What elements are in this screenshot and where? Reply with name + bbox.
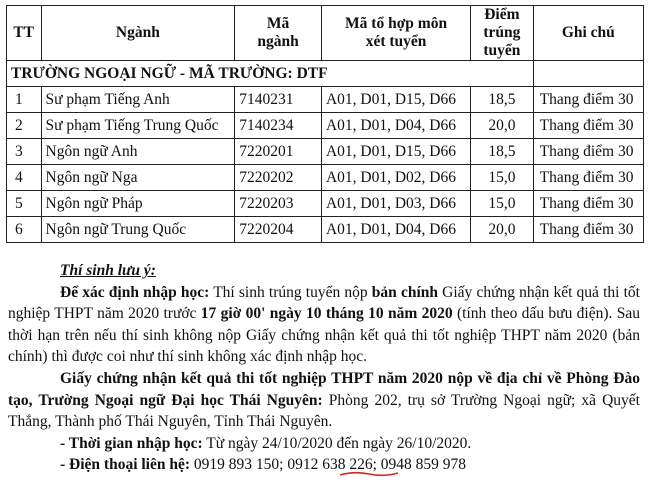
header-combo-line1: Mã tổ hợp môn [345, 15, 448, 32]
row-code: 7220204 [235, 217, 322, 243]
row-tt: 6 [7, 217, 42, 243]
row-major: Ngôn ngữ Pháp [41, 191, 235, 217]
enrollment-text-b: Giấy chứng nhận kết quả thi tốt nghiệp THPT năm 2020 trước [8, 283, 640, 323]
row-note: Thang điểm 30 [533, 217, 643, 243]
header-score-line2: trúng [483, 24, 521, 41]
row-tt: 2 [7, 113, 42, 139]
enrollment-time [8, 433, 640, 455]
row-combo: A01, D01, D02, D66 [321, 165, 470, 191]
row-major: Ngôn ngữ Anh [41, 139, 235, 165]
table-row [7, 113, 644, 139]
notes-title: Thí sinh lưu ý: [60, 262, 156, 279]
candidate-notes [8, 260, 640, 476]
header-code [235, 6, 322, 61]
row-combo: A01, D01, D15, D66 [321, 139, 470, 165]
admission-table [6, 5, 644, 243]
header-major: Ngành [41, 6, 235, 61]
row-score: 15,0 [471, 191, 533, 217]
enrollment-bold-original: bản chính [371, 283, 438, 301]
row-code: 7140234 [235, 113, 322, 139]
header-combo-line2: xét tuyển [365, 33, 427, 50]
phone-label: - Điện thoại liên hệ: [60, 456, 191, 474]
row-code: 7220203 [235, 191, 322, 217]
header-tt: TT [7, 6, 42, 61]
row-score: 18,5 [471, 87, 533, 113]
school-row-empty [533, 61, 643, 87]
address-paragraph [8, 368, 640, 433]
address-rest: Phòng 202, trụ sở Trường Ngoại ngữ; xã Quyết Thắng, Thành phố Thái Nguyên, Tỉnh Thái Nguyên. [8, 391, 640, 431]
school-row [7, 61, 644, 87]
enrollment-label: Để xác định nhập học: [60, 283, 210, 301]
row-note: Thang điểm 30 [533, 191, 643, 217]
row-score: 20,0 [471, 217, 533, 243]
row-combo: A01, D01, D04, D66 [321, 217, 470, 243]
address-bold: Giấy chứng nhận kết quả thi tốt nghiệp THPT năm 2020 nộp về địa chỉ về Phòng Đào tạo, Trường Ngoại ngữ Đại học Thái Nguyên: [8, 369, 640, 409]
row-note: Thang điểm 30 [533, 87, 643, 113]
row-code: 7220202 [235, 165, 322, 191]
row-combo: A01, D01, D15, D66 [321, 87, 470, 113]
row-score: 15,0 [471, 165, 533, 191]
row-major: Sư phạm Tiếng Anh [41, 87, 235, 113]
table-row [7, 139, 644, 165]
red-underline-mark [339, 471, 399, 477]
row-code: 7220201 [235, 139, 322, 165]
enrollment-deadline: 17 giờ 00' ngày 10 tháng 10 năm 2020 [200, 305, 453, 323]
row-combo: A01, D01, D04, D66 [321, 113, 470, 139]
row-score: 20,0 [471, 113, 533, 139]
header-note: Ghi chú [533, 6, 643, 61]
header-score-line1: Điểm [484, 6, 520, 23]
row-note: Thang điểm 30 [533, 113, 643, 139]
phone-value: 0919 893 150; 0912 638 226; 0948 859 978 [190, 456, 467, 474]
row-major: Ngôn ngữ Trung Quốc [41, 217, 235, 243]
school-name: TRƯỜNG NGOẠI NGỮ - MÃ TRƯỜNG: DTF [7, 61, 534, 87]
header-code-line2: ngành [257, 33, 299, 50]
table-row [7, 217, 644, 243]
header-score-line3: tuyển [483, 42, 521, 59]
row-tt: 1 [7, 87, 42, 113]
time-label: - Thời gian nhập học: [60, 434, 203, 452]
header-score [471, 6, 533, 61]
row-combo: A01, D01, D03, D66 [321, 191, 470, 217]
row-note: Thang điểm 30 [533, 139, 643, 165]
row-code: 7140231 [235, 87, 322, 113]
enrollment-text-c: (tính theo dấu bưu điện). Sau thời hạn trên nếu thí sinh không nộp Giấy chứng nhận kết quả thi tốt nghiệp THPT năm 2020 (bản chính) thì được coi như thí sinh không xác định nhập học. [8, 305, 641, 366]
table-row [7, 165, 644, 191]
table-row [7, 191, 644, 217]
header-combo [321, 6, 470, 61]
enrollment-paragraph [8, 282, 640, 368]
time-value: Từ ngày 24/10/2020 đến ngày 26/10/2020. [202, 434, 472, 452]
row-tt: 4 [7, 165, 42, 191]
table-header-row [7, 6, 644, 61]
row-tt: 5 [7, 191, 42, 217]
contact-phones [8, 454, 640, 476]
enrollment-text-a: Thí sinh trúng tuyển nộp [209, 283, 372, 301]
row-major: Ngôn ngữ Nga [41, 165, 235, 191]
row-note: Thang điểm 30 [533, 165, 643, 191]
header-code-line1: Mã [266, 15, 290, 32]
row-major: Sư phạm Tiếng Trung Quốc [41, 113, 235, 139]
table-row [7, 87, 644, 113]
row-score: 18,5 [471, 139, 533, 165]
row-tt: 3 [7, 139, 42, 165]
